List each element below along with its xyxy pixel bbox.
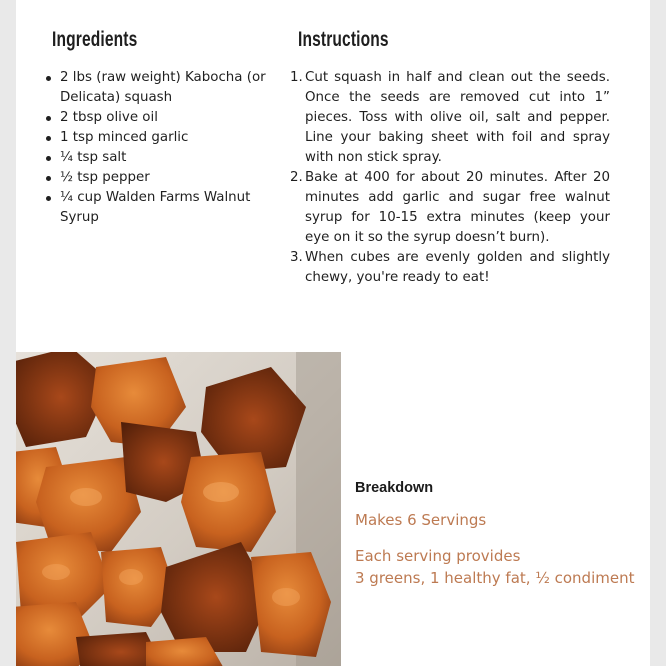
step-number: 3.: [290, 250, 303, 265]
ingredient-item: 2 lbs (raw weight) Kabocha (or Delicata) squash: [42, 68, 272, 108]
serving-provides-value: 3 greens, 1 healthy fat, ½ condiment: [355, 569, 635, 587]
step-number: 1.: [290, 70, 303, 85]
ingredient-item: ½ tsp pepper: [42, 168, 272, 188]
ingredients-list: [42, 68, 272, 228]
instructions-list: [290, 68, 610, 288]
ingredient-item: ¼ tsp salt: [42, 148, 272, 168]
servings-text: Makes 6 Servings: [355, 511, 487, 529]
instruction-step: [290, 248, 610, 288]
ingredient-item: 2 tbsp olive oil: [42, 108, 272, 128]
breakdown-section: [355, 480, 645, 589]
instructions-heading: Instructions: [298, 28, 389, 51]
step-text: Bake at 400 for about 20 minutes. After 20 minutes add garlic and sugar free walnut syrup for 10-15 extra minutes (keep your eye on it so the syrup doesn’t burn).: [305, 170, 610, 245]
instruction-step: [290, 68, 610, 168]
ingredient-item: 1 tsp minced garlic: [42, 128, 272, 148]
instruction-step: [290, 168, 610, 248]
recipe-page: [16, 0, 650, 666]
ingredients-heading: Ingredients: [52, 28, 138, 51]
step-number: 2.: [290, 170, 303, 185]
serving-provides-label: Each serving provides: [355, 547, 521, 565]
breakdown-heading: Breakdown: [355, 480, 434, 496]
ingredient-item: ¼ cup Walden Farms Walnut Syrup: [42, 188, 272, 228]
step-text: When cubes are evenly golden and slightly chewy, you're ready to eat!: [305, 250, 610, 285]
step-text: Cut squash in half and clean out the seeds. Once the seeds are removed cut into 1” pieces. Toss with olive oil, salt and pepper. Line your baking sheet with foil and spray with non stick spray.: [305, 70, 610, 165]
roasted-squash-photo: [16, 352, 341, 666]
